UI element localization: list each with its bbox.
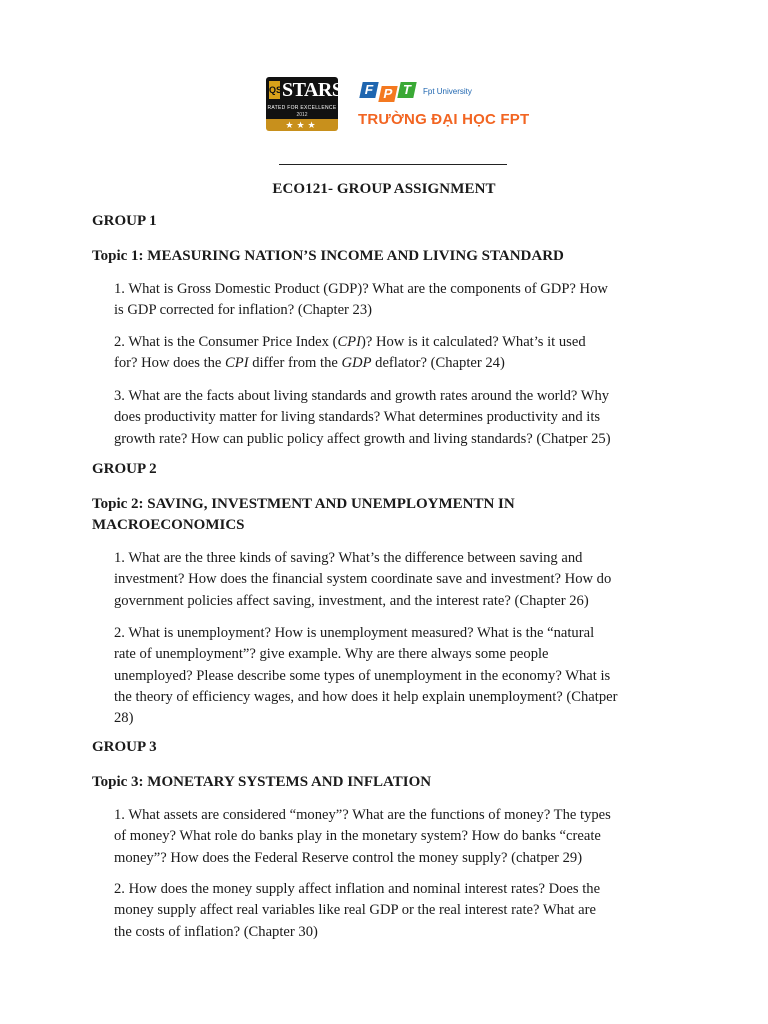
question-line: the theory of efficiency wages, and how does it help explain unemployment? (Chatper <box>114 688 618 705</box>
question-line: for? How does the CPI differ from the GDP deflator? (Chapter 24) <box>114 355 505 372</box>
question-line: rate of unemployment”? give example. Why are there always some people <box>114 646 549 663</box>
group-3-heading: GROUP 3 <box>92 739 157 755</box>
question-line: money supply affect real variables like real GDP or the real interest rate? What are <box>114 902 596 919</box>
group-2-question-2 <box>114 623 694 729</box>
fpt-university-label: Fpt University <box>423 87 472 96</box>
group-1-heading: GROUP 1 <box>92 213 157 229</box>
question-line: growth rate? How can public policy affect growth and living standards? (Chatper 25) <box>114 430 611 447</box>
group-1-question-3 <box>114 386 694 450</box>
question-line: is GDP corrected for inflation? (Chapter 23) <box>114 302 373 319</box>
question-line: 2. What is the Consumer Price Index (CPI)? How is it calculated? What’s it used <box>114 334 586 350</box>
qs-stars-logo <box>266 77 343 131</box>
fpt-letter-f: F <box>359 82 378 98</box>
topic-line: Topic 2: SAVING, INVESTMENT AND UNEMPLOYMENTN IN <box>92 496 515 512</box>
fpt-letter-p: P <box>378 86 397 102</box>
group-2-heading: GROUP 2 <box>92 461 157 477</box>
fpt-letter-t: T <box>397 82 416 98</box>
question-line: government policies affect saving, investment, and the interest rate? (Chapter 26) <box>114 592 589 609</box>
topic-3-heading: Topic 3: MONETARY SYSTEMS AND INFLATION <box>92 774 432 790</box>
group-1-question-1 <box>114 279 694 322</box>
question-line: of money? What role do banks play in the monetary system? How do banks “create <box>114 828 601 845</box>
group-1-question-2 <box>114 332 694 375</box>
group-3-question-1 <box>114 805 694 869</box>
fpt-university-logo <box>355 80 530 135</box>
stars-year: 2012 <box>266 112 338 119</box>
question-line: 3. What are the facts about living standards and growth rates around the world? Why <box>114 388 610 404</box>
question-line: money”? How does the Federal Reserve control the money supply? (chatper 29) <box>114 849 583 866</box>
question-line: 28) <box>114 710 134 727</box>
fpt-school-name: TRƯỜNG ĐẠI HỌC FPT <box>358 111 530 128</box>
question-line: unemployed? Please describe some types of unemployment in the economy? What is <box>114 667 611 684</box>
stars-tagline: RATED FOR EXCELLENCE <box>267 105 337 111</box>
question-line: 1. What assets are considered “money”? What are the functions of money? The types <box>114 807 611 823</box>
qs-mark: QS <box>269 81 280 99</box>
header-divider <box>279 164 507 165</box>
stars-word: STARS <box>282 79 343 101</box>
stars-logo-header <box>266 77 343 104</box>
document-title: ECO121- GROUP ASSIGNMENT <box>272 181 496 197</box>
question-line: does productivity matter for living standards? What determines productivity and its <box>114 409 601 426</box>
question-line: 2. What is unemployment? How is unemployment measured? What is the “natural <box>114 625 595 641</box>
question-line: investment? How does the financial system coordinate save and investment? How do <box>114 571 612 588</box>
question-line: 1. What is Gross Domestic Product (GDP)? What are the components of GDP? How <box>114 281 608 297</box>
topic-2-heading <box>92 494 702 536</box>
question-line: the costs of inflation? (Chapter 30) <box>114 923 318 940</box>
group-2-question-1 <box>114 548 694 612</box>
group-3-question-2 <box>114 879 694 943</box>
stars-rating: ★★★ <box>266 119 338 131</box>
topic-1-heading: Topic 1: MEASURING NATION’S INCOME AND LIVING STANDARD <box>92 248 564 264</box>
question-line: 2. How does the money supply affect inflation and nominal interest rates? Does the <box>114 881 601 897</box>
question-line: 1. What are the three kinds of saving? What’s the difference between saving and <box>114 550 583 566</box>
topic-line: MACROECONOMICS <box>92 517 245 533</box>
